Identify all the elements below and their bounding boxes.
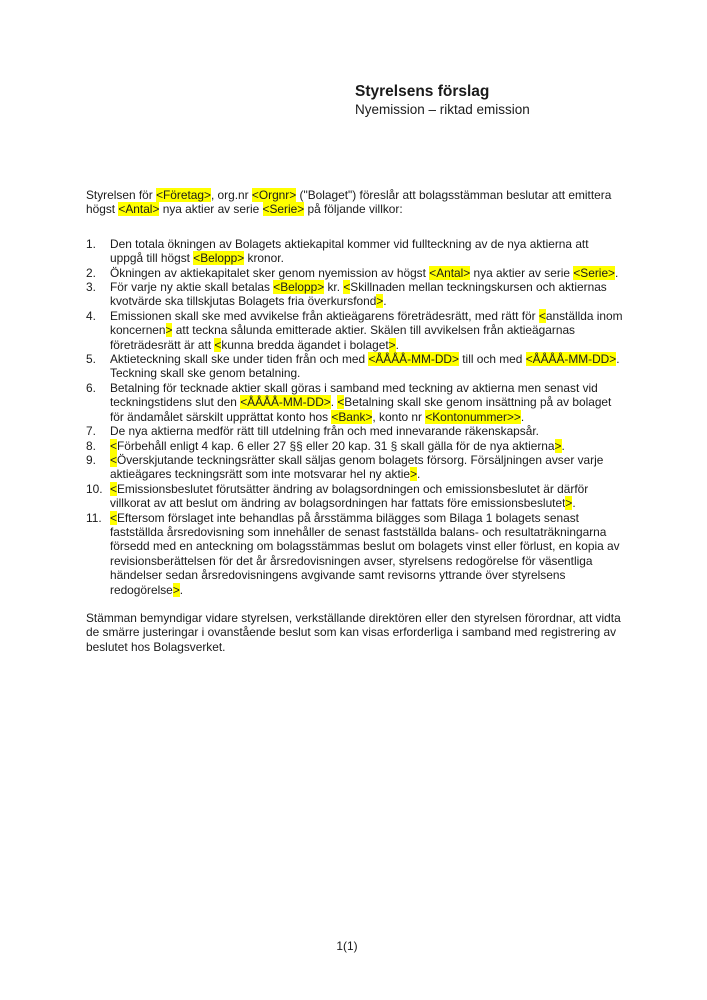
list-item-number: 3.: [86, 280, 96, 295]
text-run: anställda inom koncernen: [110, 308, 623, 338]
list-item-number: 11.: [86, 510, 102, 525]
highlighted-placeholder: <: [110, 452, 117, 467]
text-run: Emissionsbeslutet förutsätter ändring av bolagsordningen och emissionsbeslutet är därför villkorat av att beslut om ändring av bolagsordningen har fattats före emissionsbeslutet: [110, 481, 589, 511]
highlighted-placeholder: >: [554, 438, 562, 453]
text-run: .: [417, 467, 421, 482]
text-run: nya aktier av serie: [470, 265, 574, 280]
list-item-text: [110, 511, 624, 597]
list-item: [86, 309, 624, 352]
text-run: Överskjutande teckningsrätter skall säljas genom bolagets försorg. Försäljningen avser varje aktieägares teckningsrätt som inte motsvarar hel ny aktie: [110, 452, 604, 482]
list-item-text: [110, 424, 624, 438]
text-run: För varje ny aktie skall betalas: [110, 280, 274, 295]
highlighted-placeholder: <Företag>: [156, 188, 211, 202]
numbered-list: [86, 237, 624, 597]
page-number: 1(1): [336, 939, 358, 953]
list-item: [86, 424, 624, 438]
highlighted-placeholder: <Serie>: [262, 202, 305, 217]
highlighted-placeholder: <: [110, 481, 117, 496]
page-title: Styrelsens förslag: [355, 83, 490, 100]
list-item: [86, 237, 624, 266]
list-item: [86, 266, 624, 280]
highlighted-placeholder: <: [110, 510, 117, 525]
list-item-text: [110, 266, 624, 280]
text-run: nya aktier av serie: [159, 202, 263, 217]
highlighted-placeholder: >: [565, 496, 573, 511]
highlighted-placeholder: <Belopp>: [193, 251, 245, 266]
highlighted-placeholder: >: [410, 467, 418, 482]
list-item: [86, 482, 624, 511]
list-item-text: [110, 237, 624, 266]
highlighted-placeholder: <ÅÅÅÅ-MM-DD>: [240, 395, 331, 410]
highlighted-placeholder: >: [172, 582, 180, 597]
list-item-text: [110, 280, 624, 309]
highlighted-placeholder: >: [165, 323, 173, 338]
list-item-number: 7.: [86, 424, 96, 439]
text-run: till och med: [458, 352, 526, 367]
text-run: De nya aktierna medför rätt till utdelning från och med innevarande räkenskapsår.: [110, 424, 539, 439]
text-run: kronor.: [244, 251, 284, 266]
list-item-number: 9.: [86, 452, 96, 467]
text-run: .: [179, 582, 184, 597]
highlighted-placeholder: >: [376, 294, 384, 309]
text-run: Betalning för tecknade aktier skall göras i samband med teckning av aktierna men senast vid teckningstidens slut den: [110, 380, 598, 410]
title-block: [355, 83, 530, 118]
list-item-text: [110, 453, 624, 482]
text-run: , konto nr: [372, 409, 426, 424]
highlighted-placeholder: >: [388, 337, 396, 352]
list-item-text: [110, 352, 624, 381]
text-run: ("Bolaget") föreslår att bolagsstämman beslutar att emittera högst: [86, 188, 612, 217]
highlighted-placeholder: <: [337, 395, 345, 410]
list-item: [86, 439, 624, 453]
list-item: [86, 352, 624, 381]
list-item-number: 5.: [86, 352, 96, 367]
text-run: Aktieteckning skall ske under tiden från och med: [110, 352, 369, 367]
list-item-number: 10.: [86, 481, 103, 496]
highlighted-placeholder: <Orgnr>: [251, 188, 297, 202]
text-run: .: [383, 294, 387, 309]
highlighted-placeholder: <: [214, 337, 222, 352]
highlighted-placeholder: <Serie>: [573, 265, 616, 280]
text-run: kr.: [324, 280, 344, 295]
text-run: .: [330, 395, 338, 410]
highlighted-placeholder: <Antal>: [118, 202, 160, 217]
list-item: [86, 453, 624, 482]
list-item-number: 4.: [86, 308, 96, 323]
text-run: Skillnaden mellan teckningskursen och aktiernas kvotvärde ska tillskjutas Bolagets fria överkursfond: [110, 280, 607, 309]
list-item-text: [110, 381, 624, 424]
highlighted-placeholder: <ÅÅÅÅ-MM-DD>: [368, 352, 459, 367]
highlighted-placeholder: <: [110, 438, 117, 453]
intro-paragraph: [86, 188, 624, 217]
page-subtitle: Nyemission – riktad emission: [355, 102, 530, 117]
highlighted-placeholder: <: [538, 308, 546, 323]
list-item-text: [110, 309, 624, 352]
list-item-text: [110, 439, 624, 453]
text-run: kunna bredda ägandet i bolaget: [221, 337, 389, 352]
text-run: Eftersom förslaget inte behandlas på årsstämma bilägges som Bilaga 1 bolagets senast fastställda årsredovisning som innehåller de senast fastställda balans- och resultaträkningarna försedd med en anteckning om bolagsstämmas beslut om bolagets vinst eller förlust, en kopia av revisionsberättelsen för det år årsredovisningen avser, styrelsens redogörelse för väsentliga händelser sedan årsredovisningens avgivande samt revisorns yttrande över styrelsens redogörelse: [110, 510, 620, 597]
list-item-number: 8.: [86, 438, 96, 453]
list-item-text: [110, 482, 624, 511]
list-item-number: 1.: [86, 236, 96, 251]
text-run: , org.nr: [210, 188, 252, 202]
list-item-number: 6.: [86, 380, 96, 395]
text-run: att teckna sålunda emitterade aktier. Skälen till avvikelsen från aktieägarnas företrädesrätt är att: [110, 323, 576, 352]
closing-paragraph: [86, 611, 624, 654]
list-item: [86, 381, 624, 424]
text-run: Styrelsen för: [86, 188, 157, 202]
text-run: .: [615, 265, 619, 280]
text-run: Betalning skall ske genom insättning på av bolaget för ändamålet särskilt upprättat konto hos: [110, 395, 612, 424]
text-run: på följande villkor:: [304, 202, 403, 217]
text-run: .: [561, 438, 565, 453]
text-run: .: [572, 496, 576, 511]
text-run: . Teckning skall ske genom betalning.: [110, 352, 620, 381]
highlighted-placeholder: <Antal>: [429, 265, 471, 280]
list-item-number: 2.: [86, 265, 96, 280]
text-run: Emissionen skall ske med avvikelse från aktieägarens företrädesrätt, med rätt för: [110, 308, 539, 323]
text-run: .: [395, 337, 399, 352]
text-run: Stämman bemyndigar vidare styrelsen, verkställande direktören eller den styrelsen förordnar, att vidta de smärre justeringar i ovanstående beslut som kan visas erforderliga i samband med registrering av beslutet hos Bolagsverket.: [86, 610, 621, 654]
text-run: .: [520, 409, 525, 424]
list-item: [86, 280, 624, 309]
text-run: Den totala ökningen av Bolagets aktiekapital kommer vid fullteckning av de nya aktierna att uppgå till högst: [110, 236, 589, 266]
highlighted-placeholder: <Belopp>: [273, 280, 325, 295]
text-run: Förbehåll enligt 4 kap. 6 eller 27 §§ eller 20 kap. 31 § skall gälla för de nya aktierna: [116, 438, 555, 453]
highlighted-placeholder: <Kontonummer>>: [425, 409, 521, 424]
text-run: Ökningen av aktiekapitalet sker genom nyemission av högst: [110, 265, 430, 280]
list-item: [86, 511, 624, 597]
highlighted-placeholder: <: [343, 280, 351, 295]
document-body: [86, 188, 624, 654]
highlighted-placeholder: <ÅÅÅÅ-MM-DD>: [525, 352, 617, 367]
highlighted-placeholder: <Bank>: [331, 409, 373, 424]
